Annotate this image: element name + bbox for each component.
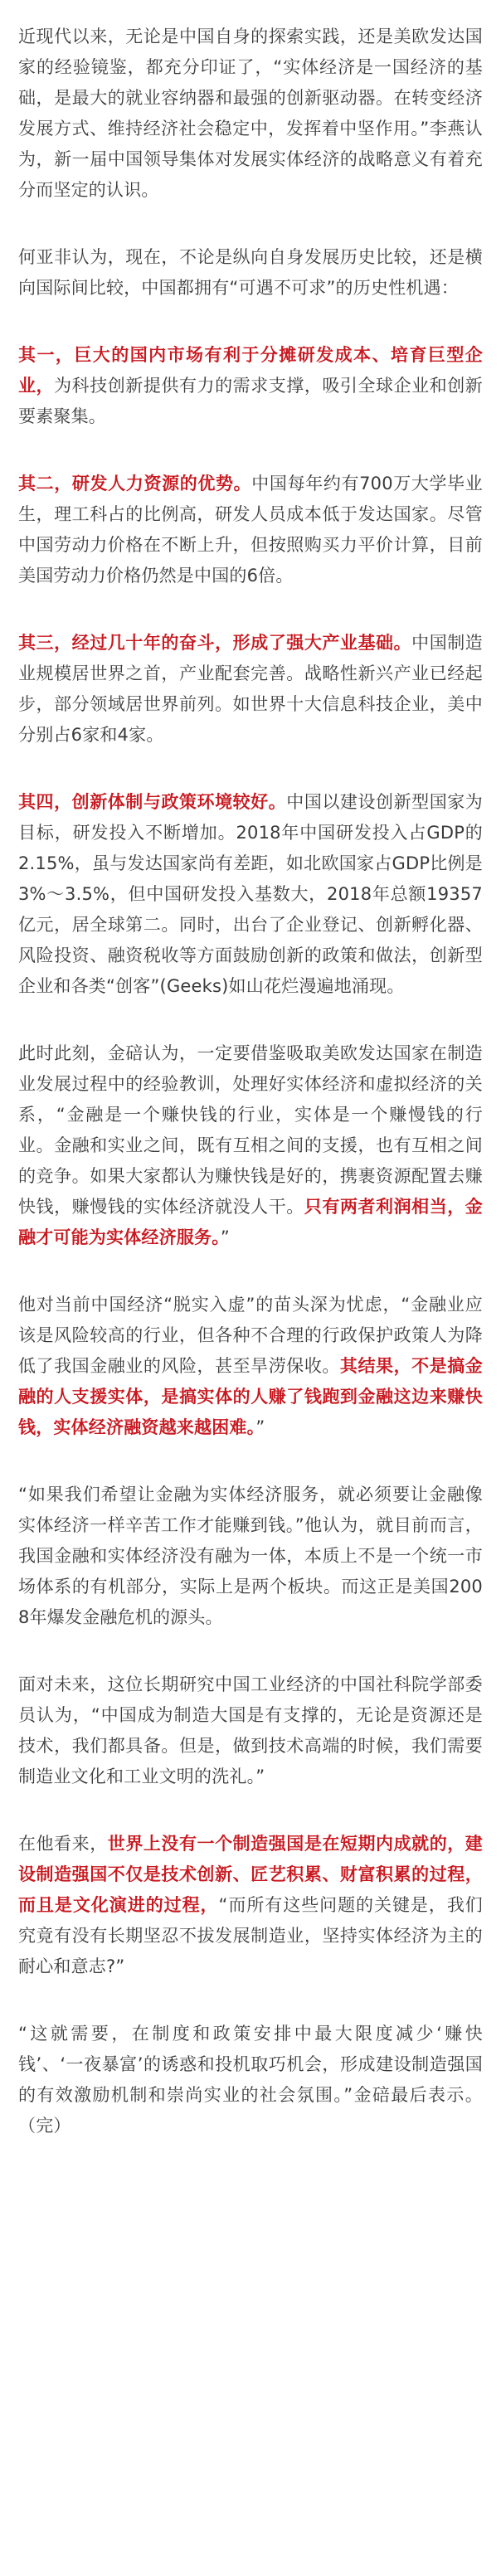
article-paragraph <box>18 1290 483 1443</box>
body-text: 为科技创新提供有力的需求支撑，吸引全球企业和创新要素聚集。 <box>18 376 483 426</box>
body-text: “而所有这些问题的关键是，我们究竟有没有长期坚忍不拔发展制造业，坚持实体经济为主的耐心和意志?” <box>18 1895 483 1976</box>
highlighted-text: 其二，研发人力资源的优势。 <box>18 474 252 493</box>
article-paragraph <box>18 1670 483 1792</box>
article-paragraph <box>18 242 483 304</box>
body-text: 何亚非认为，现在，不论是纵向自身发展历史比较，还是横向国际间比较，中国都拥有“可遇不可求”的历史性机遇： <box>18 247 483 298</box>
article-paragraph <box>18 1480 483 1633</box>
body-text: “这就需要，在制度和政策安排中最大限度减少‘赚快钱’、‘一夜暴富’的诱惑和投机取巧机会，形成建设制造强国的有效激励机制和崇尚实业的社会氛围。”金碚最后表示。（完） <box>18 2024 483 2136</box>
highlighted-text: 其三，经过几十年的奋斗，形成了强大产业基础。 <box>18 633 412 653</box>
highlighted-text: 其四，创新体制与政策环境较好。 <box>18 792 287 812</box>
body-text: ” <box>255 1417 265 1437</box>
body-text: 中国制造业规模居世界之首，产业配套完善。战略性新兴产业已经起步，部分领域居世界前列。如世界十大信息科技企业，美中分别占6家和4家。 <box>18 633 483 745</box>
body-text: “如果我们希望让金融为实体经济服务，就必须要让金融像实体经济一样辛苦工作才能赚到钱。”他认为，就目前而言，我国金融和实体经济没有融为一体，本质上不是一个统一市场体系的有机部分，实际上是两个板块。而这正是美国2008年爆发金融危机的源头。 <box>18 1485 483 1627</box>
body-text: 面对未来，这位长期研究中国工业经济的中国社科院学部委员认为，“中国成为制造大国是有支撑的，无论是资源还是技术，我们都具备。但是，做到技术高端的时候，我们需要制造业文化和工业文明的洗礼。” <box>18 1674 483 1786</box>
body-text: 此时此刻，金碚认为，一定要借鉴吸取美欧发达国家在制造业发展过程中的经验教训，处理好实体经济和虚拟经济的关系，“金融是一个赚快钱的行业，实体是一个赚慢钱的行业。金融和实业之间，既有互相之间的支援，也有互相之间的竞争。如果大家都认为赚快钱是好的，携裹资源配置去赚快钱，赚慢钱的实体经济就没人干。 <box>18 1043 483 1217</box>
article-paragraph <box>18 787 483 1002</box>
body-text: 在他看来， <box>18 1834 108 1854</box>
body-text: 中国每年约有700万大学毕业生，理工科占的比例高，研发人员成本低于发达国家。尽管中国劳动力价格在不断上升，但按照购买力平价计算，目前美国劳动力价格仍然是中国的6倍。 <box>18 474 483 586</box>
highlighted-text: 其一，巨大的国内市场有利于分摊研发成本、培育巨型企业， <box>18 345 483 396</box>
article-paragraph <box>18 340 483 432</box>
body-text: 他对当前中国经济“脱实入虚”的苗头深为忧虑，“金融业应该是风险较高的行业，但各种不合理的行政保护政策人为降低了我国金融业的风险，甚至旱涝保收。 <box>18 1295 483 1376</box>
article-paragraph <box>18 469 483 591</box>
highlighted-text: 只有两者利润相当，金融才可能为实体经济服务。 <box>18 1197 484 1247</box>
body-text: 中国以建设创新型国家为目标，研发投入不断增加。2018年中国研发投入占GDP的2.15%，虽与发达国家尚有差距，如北欧国家占GDP比例是3%～3.5%，但中国研发投入基数大，2018年总额19357亿元，居全球第二。同时，出台了企业登记、创新孵化器、风险投资、融资税收等方面鼓励创新的政策和做法，创新型企业和各类“创客”(Geeks)如山花烂漫遍地涌现。 <box>18 792 483 996</box>
article-paragraph <box>18 628 483 751</box>
article-paragraph <box>18 1038 483 1253</box>
highlighted-text: 其结果，不是搞金融的人支援实体，是搞实体的人赚了钱跑到金融这边来赚快钱，实体经济融资越来越困难。 <box>18 1356 483 1437</box>
article-paragraph <box>18 2019 483 2141</box>
article-paragraph <box>18 1829 483 1982</box>
highlighted-text: 世界上没有一个制造强国是在短期内成就的，建设制造强国不仅是技术创新、匠艺积累、财富积累的过程，而且是文化演进的过程， <box>18 1834 484 1915</box>
body-text: ” <box>220 1227 230 1247</box>
article-paragraph <box>18 22 483 206</box>
body-text: 近现代以来，无论是中国自身的探索实践，还是美欧发达国家的经验镜鉴，都充分印证了，“实体经济是一国经济的基础，是最大的就业容纳器和最强的创新驱动器。在转变经济发展方式、维持经济社会稳定中，发挥着中坚作用。”李燕认为，新一届中国领导集体对发展实体经济的战略意义有着充分而坚定的认识。 <box>18 27 483 200</box>
